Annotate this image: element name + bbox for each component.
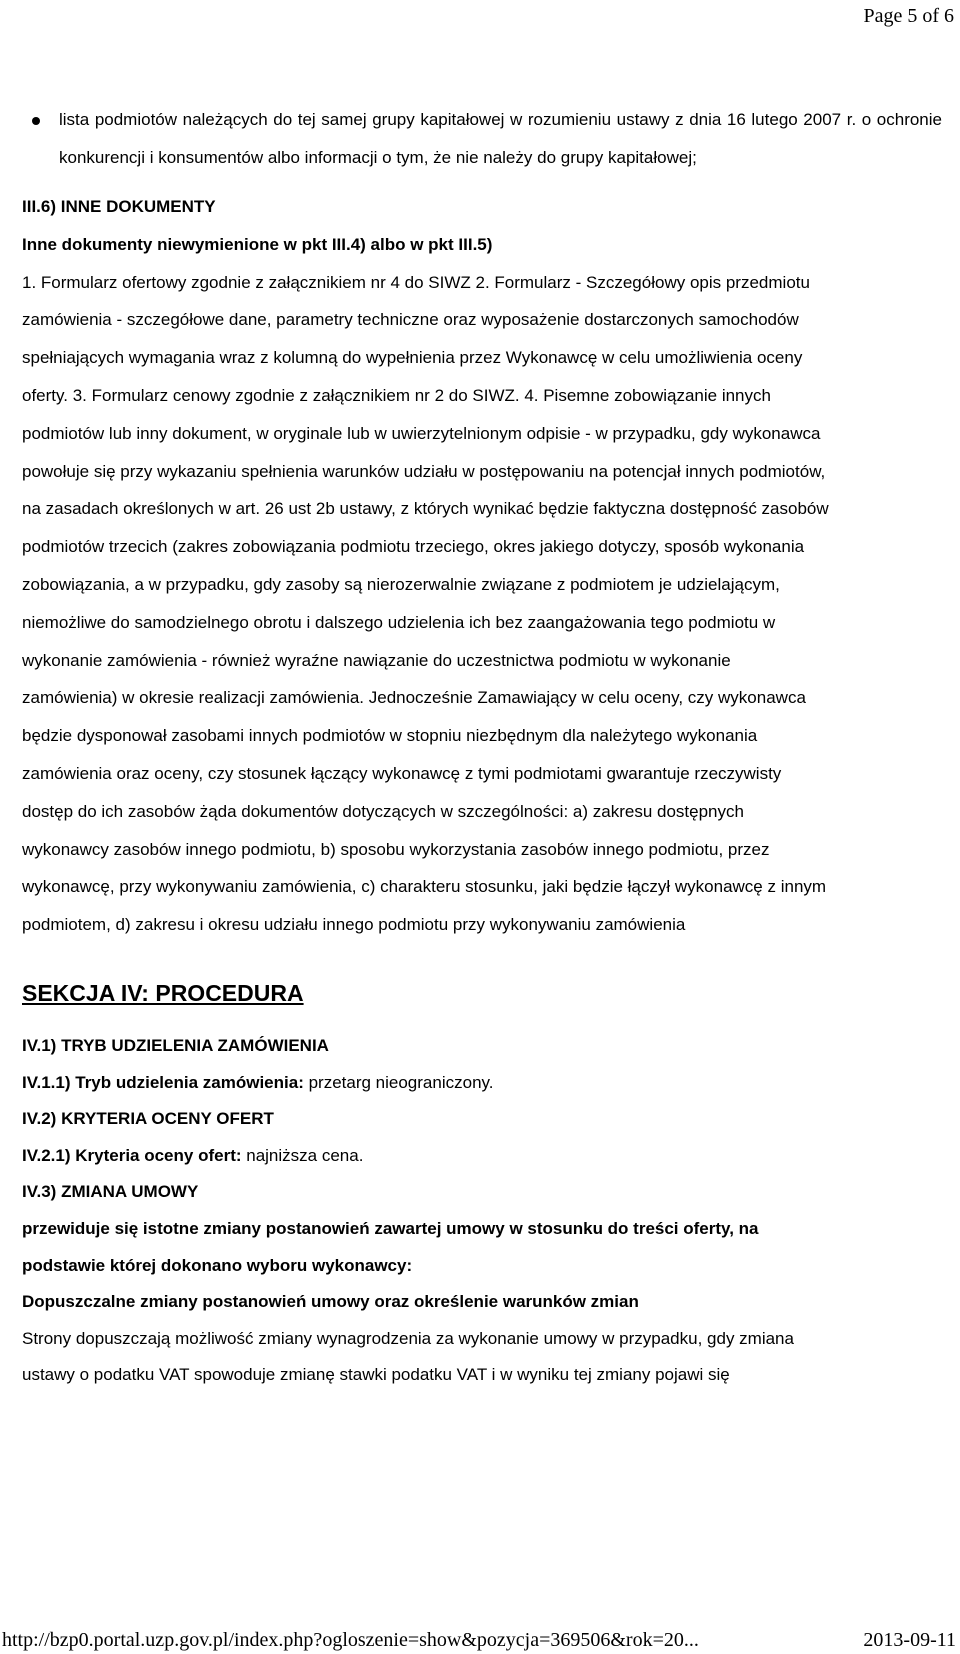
iv3-text-line: Strony dopuszczają możliwość zmiany wynagrodzenia za wykonanie umowy w przypadku, gdy zmiana xyxy=(22,1328,794,1348)
iv1-heading: IV.1) TRYB UDZIELENIA ZAMÓWIENIA xyxy=(22,1035,329,1055)
iv3-question-line: przewiduje się istotne zmiany postanowień zawartej umowy w stosunku do treści oferty, na xyxy=(22,1218,759,1238)
iv3-text-line: ustawy o podatku VAT spowoduje zmianę stawki podatku VAT i w wyniku tej zmiany pojawi się xyxy=(22,1365,730,1385)
iv21-label: IV.2.1) Kryteria oceny ofert: xyxy=(22,1145,242,1165)
iv21-value: najniższa cena. xyxy=(241,1145,364,1165)
iv11-row xyxy=(22,1065,942,1102)
paragraph-line: wykonawcy zasobów innego podmiotu, b) sposobu wykorzystania zasobów innego podmiotu, przez xyxy=(22,839,770,859)
page-number: Page 5 of 6 xyxy=(863,5,954,27)
paragraph-line: zamówienia oraz oceny, czy stosunek łączący wykonawcę z tymi podmiotami gwarantuje rzeczywisty xyxy=(22,763,782,783)
list-item xyxy=(22,101,942,176)
section-heading: III.6) INNE DOKUMENTY xyxy=(22,197,216,216)
documents-paragraph xyxy=(22,264,942,944)
iv2-heading: IV.2) KRYTERIA OCENY OFERT xyxy=(22,1109,274,1129)
section-iii-6 xyxy=(22,188,942,944)
iv21-row xyxy=(22,1138,942,1175)
footer-url: http://bzp0.portal.uzp.gov.pl/index.php?ogloszenie=show&pozycja=369506&rok=20... xyxy=(2,1629,699,1651)
paragraph-line: 1. Formularz ofertowy zgodnie z załącznikiem nr 4 do SIWZ 2. Formularz - Szczegółowy opis przedmiotu xyxy=(22,272,810,292)
paragraph-line: wykonanie zamówienia - również wyraźne nawiązanie do uczestnictwa podmiotu w wykonanie xyxy=(22,650,731,670)
iv11-value: przetarg nieograniczony. xyxy=(303,1072,494,1092)
list-item-text: lista podmiotów należących do tej samej grupy kapitałowej w rozumieniu ustawy z dnia 16 lutego 2007 r. o ochronie konkurencji i konsumentów albo informacji o tym, że nie należy do grupy kapitałowej; xyxy=(59,110,942,167)
page-footer xyxy=(0,1626,956,1654)
iv3-subheading: Dopuszczalne zmiany postanowień umowy oraz określenie warunków zmian xyxy=(22,1292,639,1312)
paragraph-line: powołuje się przy wykazaniu spełnienia warunków udziału w postępowaniu na potencjał innych podmiotów, xyxy=(22,461,826,481)
paragraph-line: zamówienia - szczegółowe dane, parametry techniczne oraz wyposażenie dostarczonych samochodów xyxy=(22,310,799,330)
paragraph-line: będzie dysponował zasobami innych podmiotów w stopniu niezbędnym dla należytego wykonania xyxy=(22,726,758,746)
iv3-heading: IV.3) ZMIANA UMOWY xyxy=(22,1182,199,1202)
paragraph-line: podmiotów trzecich (zakres zobowiązania podmiotu trzeciego, okres jakiego dotyczy, sposób wykonania xyxy=(22,537,805,557)
section-iv-body xyxy=(22,1028,942,1394)
paragraph-line: niemożliwe do samodzielnego obrotu i dalszego udzielenia ich bez zaangażowania tego podmiotu w xyxy=(22,612,776,632)
paragraph-line: podmiotem, d) zakresu i okresu udziału innego podmiotu przy wykonywaniu zamówienia xyxy=(22,915,686,935)
paragraph-line: spełniających wymagania wraz z kolumną do wypełnienia przez Wykonawcę w celu umożliwienia oceny xyxy=(22,348,803,368)
section-subheading: Inne dokumenty niewymienione w pkt III.4) albo w pkt III.5) xyxy=(22,234,493,254)
paragraph-line: podmiotów lub inny dokument, w oryginale lub w uwierzytelnionym odpisie - w przypadku, gdy wykonawca xyxy=(22,423,821,443)
iv11-label: IV.1.1) Tryb udzielenia zamówienia: xyxy=(22,1072,304,1092)
paragraph-line: na zasadach określonych w art. 26 ust 2b ustawy, z których wynikać będzie faktyczna dostępność zasobów xyxy=(22,499,829,519)
paragraph-line: dostęp do ich zasobów żąda dokumentów dotyczących w szczególności: a) zakresu dostępnych xyxy=(22,801,744,821)
iv3-question-line: podstawie której dokonano wyboru wykonawcy: xyxy=(22,1255,413,1275)
paragraph-line: zamówienia) w okresie realizacji zamówienia. Jednocześnie Zamawiający w celu oceny, czy wykonawca xyxy=(22,688,806,708)
footer-date: 2013-09-11 xyxy=(863,1629,956,1651)
document-body xyxy=(22,101,942,1394)
section-iv-title: SEKCJA IV: PROCEDURA xyxy=(22,979,304,1006)
paragraph-line: zobowiązania, a w przypadku, gdy zasoby są nierozerwalnie związane z podmiotem je udzielającym, xyxy=(22,574,780,594)
paragraph-line: oferty. 3. Formularz cenowy zgodnie z załącznikiem nr 2 do SIWZ. 4. Pisemne zobowiązanie innych xyxy=(22,385,771,405)
paragraph-line: wykonawcę, przy wykonywaniu zamówienia, c) charakteru stosunku, jaki będzie łączył wykonawcę z innym xyxy=(22,877,827,897)
bullet-icon xyxy=(32,117,40,125)
